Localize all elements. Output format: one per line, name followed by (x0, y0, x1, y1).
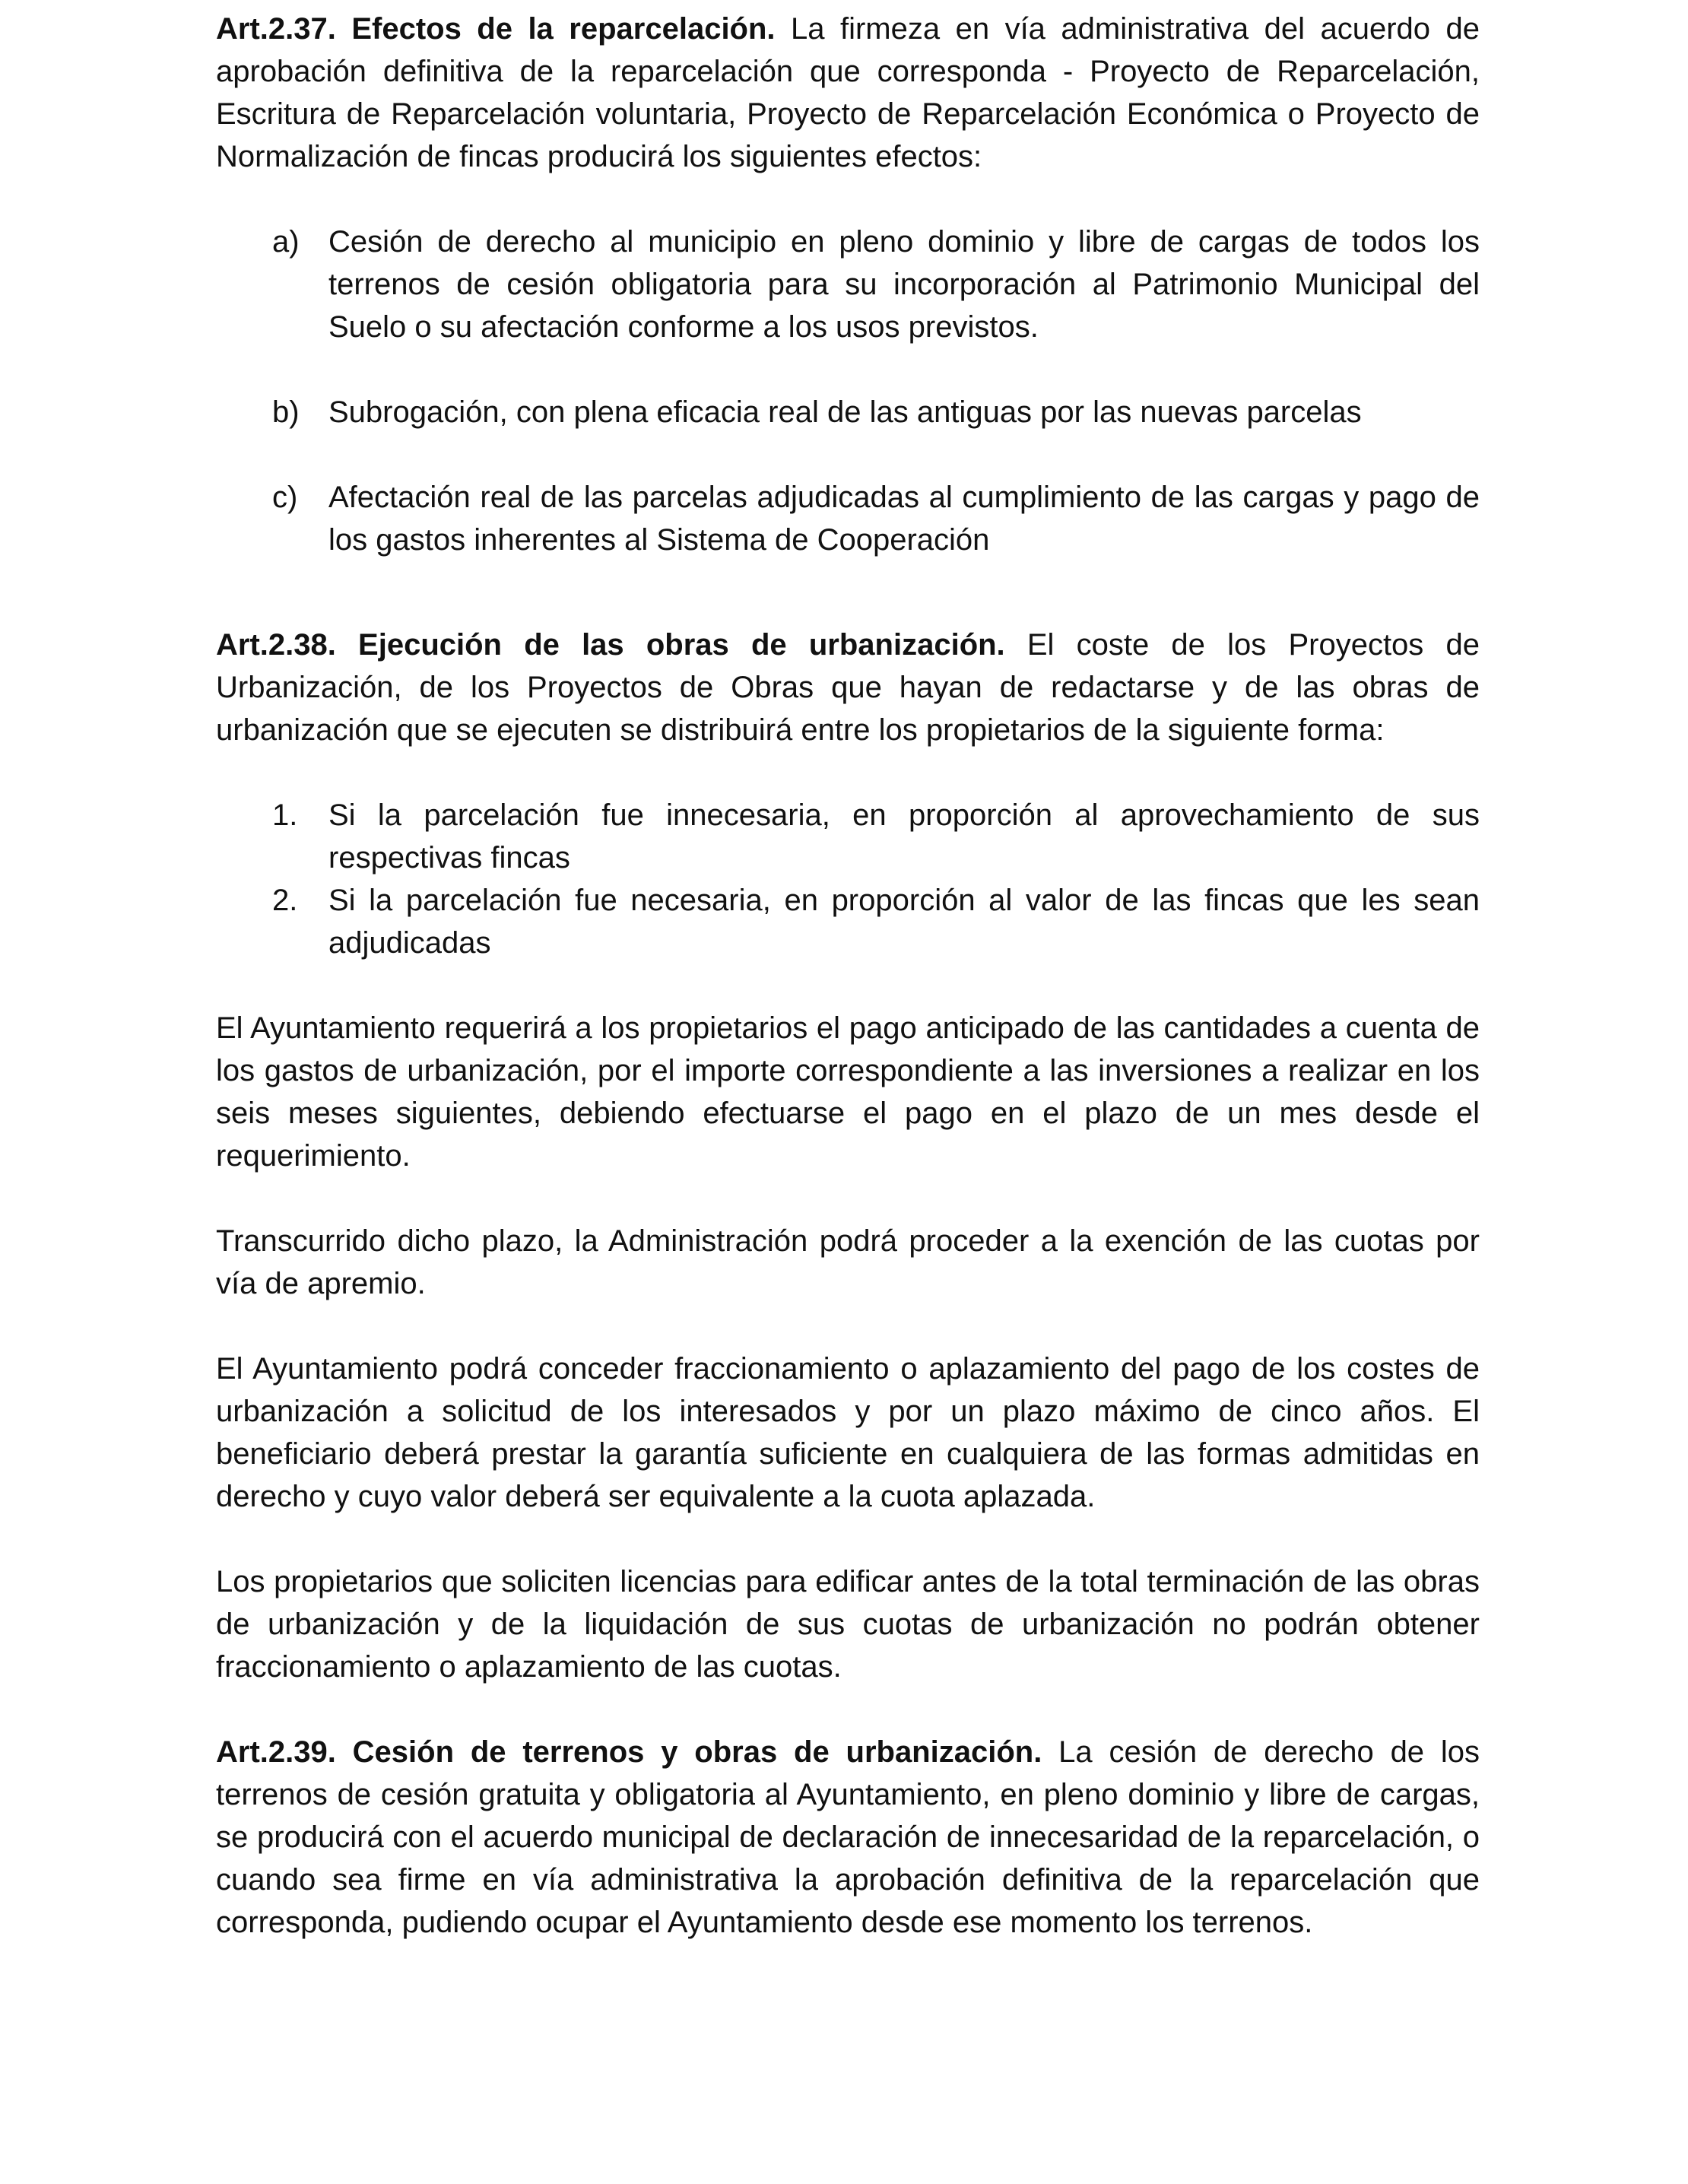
spacer (216, 1518, 1480, 1560)
list-marker: b) (272, 395, 300, 429)
article-2-38-list (216, 794, 1480, 964)
article-2-39 (216, 1731, 1480, 1944)
paragraph: Transcurrido dicho plazo, la Administración podrá proceder a la exención de las cuotas por vía de apremio. (216, 1224, 1480, 1300)
spacer (216, 178, 1480, 221)
list-item-text: Subrogación, con plena eficacia real de las antiguas por las nuevas parcelas (328, 395, 1362, 429)
article-2-37-title: Art.2.37. Efectos de la reparcelación. (216, 12, 776, 46)
paragraph: El Ayuntamiento podrá conceder fraccionamiento o aplazamiento del pago de los costes de urbanización a solicitud de los interesados y por un plazo máximo de cinco años. El beneficiario deberá prestar la garantía suficiente en cualquiera de las formas admitidas en derecho y cuyo valor deberá ser equivalente a la cuota aplazada. (216, 1352, 1480, 1513)
article-2-38-title: Art.2.38. Ejecución de las obras de urbanización. (216, 628, 1005, 662)
article-2-39-title: Art.2.39. Cesión de terrenos y obras de urbanización. (216, 1735, 1042, 1769)
list-item-text: Cesión de derecho al municipio en pleno dominio y libre de cargas de todos los terrenos de cesión obligatoria para su incorporación al Patrimonio Municipal del Suelo o su afectación conforme a los usos previstos. (328, 225, 1480, 344)
article-2-38 (216, 624, 1480, 751)
list-item (216, 476, 1480, 561)
list-marker: c) (272, 481, 298, 514)
article-2-38-body: El coste de los Proyectos de Urbanización, de los Proyectos de Obras que hayan de redactarse y de las obras de urbanización que se ejecuten se distribuirá entre los propietarios de la siguiente forma: (216, 628, 1480, 747)
article-2-39-body: La cesión de derecho de los terrenos de cesión gratuita y obligatoria al Ayuntamiento, en pleno dominio y libre de cargas, se producirá con el acuerdo municipal de declaración de innecesaridad de la reparcelación, o cuando sea firme en vía administrativa la aprobación definitiva de la reparcelación que corresponda, pudiendo ocupar el Ayuntamiento desde ese momento los terrenos. (216, 1735, 1480, 1939)
list-item-text: Si la parcelación fue necesaria, en proporción al valor de las fincas que les sean adjudicadas (328, 884, 1480, 960)
spacer (216, 1177, 1480, 1220)
list-item (216, 879, 1480, 964)
list-item-text: Si la parcelación fue innecesaria, en proporción al aprovechamiento de sus respectivas fincas (328, 798, 1480, 875)
list-item (216, 794, 1480, 879)
paragraph: El Ayuntamiento requerirá a los propietarios el pago anticipado de las cantidades a cuenta de los gastos de urbanización, por el importe correspondiente a las inversiones a realizar en los seis meses siguientes, debiendo efectuarse el pago en el plazo de un mes desde el requerimiento. (216, 1011, 1480, 1173)
article-2-37-body: La firmeza en vía administrativa del acuerdo de aprobación definitiva de la reparcelación que corresponda - Proyecto de Reparcelación, Escritura de Reparcelación voluntaria, Proyecto de Reparcelación Económica o Proyecto de Normalización de fincas producirá los siguientes efectos: (216, 12, 1480, 173)
spacer (216, 1305, 1480, 1348)
article-2-37 (216, 8, 1480, 178)
list-item-text: Afectación real de las parcelas adjudicadas al cumplimiento de las cargas y pago de los gastos inherentes al Sistema de Cooperación (328, 481, 1480, 557)
spacer (216, 1688, 1480, 1731)
list-marker: 1. (272, 798, 298, 832)
spacer (216, 964, 1480, 1007)
article-2-37-list (216, 221, 1480, 561)
document-page (216, 8, 1480, 1944)
spacer (216, 751, 1480, 794)
list-marker: 2. (272, 884, 298, 917)
paragraph: Los propietarios que soliciten licencias para edificar antes de la total terminación de las obras de urbanización y de la liquidación de sus cuotas de urbanización no podrán obtener fraccionamiento o aplazamiento de las cuotas. (216, 1565, 1480, 1684)
list-item (216, 391, 1480, 433)
list-item (216, 221, 1480, 348)
spacer (216, 561, 1480, 624)
list-marker: a) (272, 225, 300, 259)
